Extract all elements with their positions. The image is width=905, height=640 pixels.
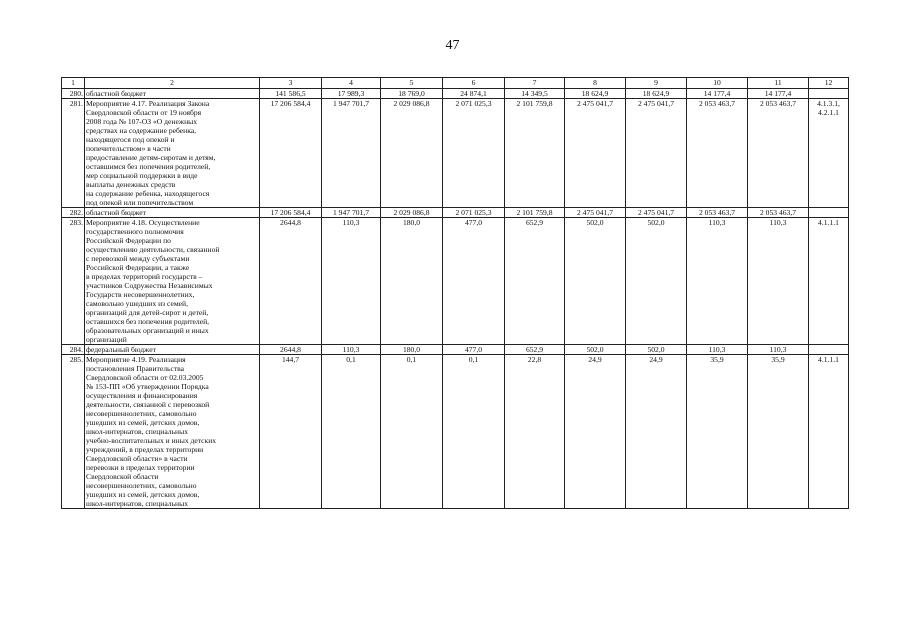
row-number: 285. — [62, 355, 85, 509]
row-value: 2 029 086,8 — [381, 208, 443, 218]
row-value: 14 177,4 — [687, 89, 748, 99]
row-value: 502,0 — [626, 218, 687, 345]
column-header: 12 — [809, 78, 849, 89]
column-header: 3 — [260, 78, 322, 89]
row-value: 477,0 — [443, 218, 505, 345]
row-value: 2 053 463,7 — [687, 208, 748, 218]
column-header: 1 — [62, 78, 85, 89]
row-value: 2 053 463,7 — [687, 99, 748, 208]
row-value: 2644,8 — [260, 345, 322, 355]
row-value: 35,9 — [687, 355, 748, 509]
row-value: 180,0 — [381, 345, 443, 355]
row-value: 0,1 — [322, 355, 381, 509]
row-value: 18 624,9 — [565, 89, 626, 99]
column-number-row — [62, 78, 849, 89]
row-value: 2 071 025,3 — [443, 99, 505, 208]
table-row — [62, 355, 849, 509]
row-value: 110,3 — [322, 345, 381, 355]
row-number: 281. — [62, 99, 85, 208]
row-value: 2 101 759,8 — [505, 208, 565, 218]
row-value: 652,9 — [505, 218, 565, 345]
row-value: 24,9 — [626, 355, 687, 509]
table-row — [62, 99, 849, 208]
row-value: 0,1 — [381, 355, 443, 509]
row-value: 2 053 463,7 — [748, 99, 809, 208]
row-value: 502,0 — [565, 345, 626, 355]
row-name: областной бюджет — [85, 208, 260, 218]
column-header: 11 — [748, 78, 809, 89]
row-target-code: 4.1.3.1, 4.2.1.1 — [809, 99, 849, 208]
row-value: 110,3 — [687, 218, 748, 345]
table-row — [62, 89, 849, 99]
row-value: 502,0 — [565, 218, 626, 345]
row-value: 24,9 — [565, 355, 626, 509]
column-header: 7 — [505, 78, 565, 89]
row-value: 1 947 701,7 — [322, 99, 381, 208]
row-number: 282. — [62, 208, 85, 218]
page-number: 47 — [445, 38, 460, 53]
row-name: федеральный бюджет — [85, 345, 260, 355]
row-value: 14 349,5 — [505, 89, 565, 99]
table-row — [62, 345, 849, 355]
table-row — [62, 218, 849, 345]
column-header: 9 — [626, 78, 687, 89]
row-value: 2 475 041,7 — [626, 99, 687, 208]
row-value: 110,3 — [687, 345, 748, 355]
row-value: 180,0 — [381, 218, 443, 345]
row-value: 2 475 041,7 — [565, 99, 626, 208]
budget-table — [61, 77, 849, 509]
row-name: Мероприятие 4.19. Реализация постановления Правительства Свердловской области от 02.03.2005 № 153-ПП «Об утверждении Порядка осуществления и финансирования деятельности, связанной с перевозкой несовершеннолетних, самовольно ушедших из семей, детских домов, школ-интернатов, специальных учебно-воспитательных и иных детских учреждений, в пределах территории Свердловской области» в части перевозки в пределах территории Свердловской области несовершеннолетних, самовольно ушедших из семей, детских домов, школ-интернатов, специальных — [85, 355, 260, 509]
row-name: областной бюджет — [85, 89, 260, 99]
row-value: 2 475 041,7 — [565, 208, 626, 218]
row-value: 24 874,1 — [443, 89, 505, 99]
column-header: 4 — [322, 78, 381, 89]
column-header: 2 — [85, 78, 260, 89]
column-header: 6 — [443, 78, 505, 89]
row-value: 2 053 463,7 — [748, 208, 809, 218]
row-target-code — [809, 345, 849, 355]
row-value: 2 029 086,8 — [381, 99, 443, 208]
row-number: 284. — [62, 345, 85, 355]
column-header: 5 — [381, 78, 443, 89]
row-value: 2 101 759,8 — [505, 99, 565, 208]
row-target-code — [809, 89, 849, 99]
row-number: 283. — [62, 218, 85, 345]
row-value: 2 071 025,3 — [443, 208, 505, 218]
row-value: 18 624,9 — [626, 89, 687, 99]
row-value: 17 206 584,4 — [260, 208, 322, 218]
row-value: 0,1 — [443, 355, 505, 509]
row-value: 2644,8 — [260, 218, 322, 345]
row-value: 477,0 — [443, 345, 505, 355]
row-target-code: 4.1.1.1 — [809, 355, 849, 509]
row-value: 110,3 — [748, 345, 809, 355]
row-value: 18 769,0 — [381, 89, 443, 99]
row-value: 502,0 — [626, 345, 687, 355]
row-value: 652,9 — [505, 345, 565, 355]
row-value: 14 177,4 — [748, 89, 809, 99]
column-header: 8 — [565, 78, 626, 89]
row-name: Мероприятие 4.18. Осуществление государственного полномочия Российской Федерации по осуществлению деятельности, связанной с перевозкой между субъектами Российской Федерации, а также в пределах территорий государств – участников Содружества Независимых Государств несовершеннолетних, самовольно ушедших из семей, организаций для детей-сирот и детей, оставшихся без попечения родителей, образовательных организаций и иных организаций — [85, 218, 260, 345]
row-value: 35,9 — [748, 355, 809, 509]
table-row — [62, 208, 849, 218]
column-header: 10 — [687, 78, 748, 89]
row-value: 22,8 — [505, 355, 565, 509]
row-target-code: 4.1.1.1 — [809, 218, 849, 345]
row-value: 144,7 — [260, 355, 322, 509]
row-number: 280. — [62, 89, 85, 99]
row-name: Мероприятие 4.17. Реализация Закона Свердловской области от 19 ноября 2008 года № 107-ОЗ «О денежных средствах на содержание ребенка, находящегося под опекой и попечительством» в части предоставление детям-сиротам и детям, оставшимся без попечения родителей, мер социальной поддержки в виде выплаты денежных средств на содержание ребенка, находящегося под опекой или попечительством — [85, 99, 260, 208]
row-target-code — [809, 208, 849, 218]
row-value: 141 586,5 — [260, 89, 322, 99]
row-value: 17 206 584,4 — [260, 99, 322, 208]
row-value: 110,3 — [748, 218, 809, 345]
row-value: 110,3 — [322, 218, 381, 345]
row-value: 2 475 041,7 — [626, 208, 687, 218]
row-value: 17 989,3 — [322, 89, 381, 99]
row-value: 1 947 701,7 — [322, 208, 381, 218]
